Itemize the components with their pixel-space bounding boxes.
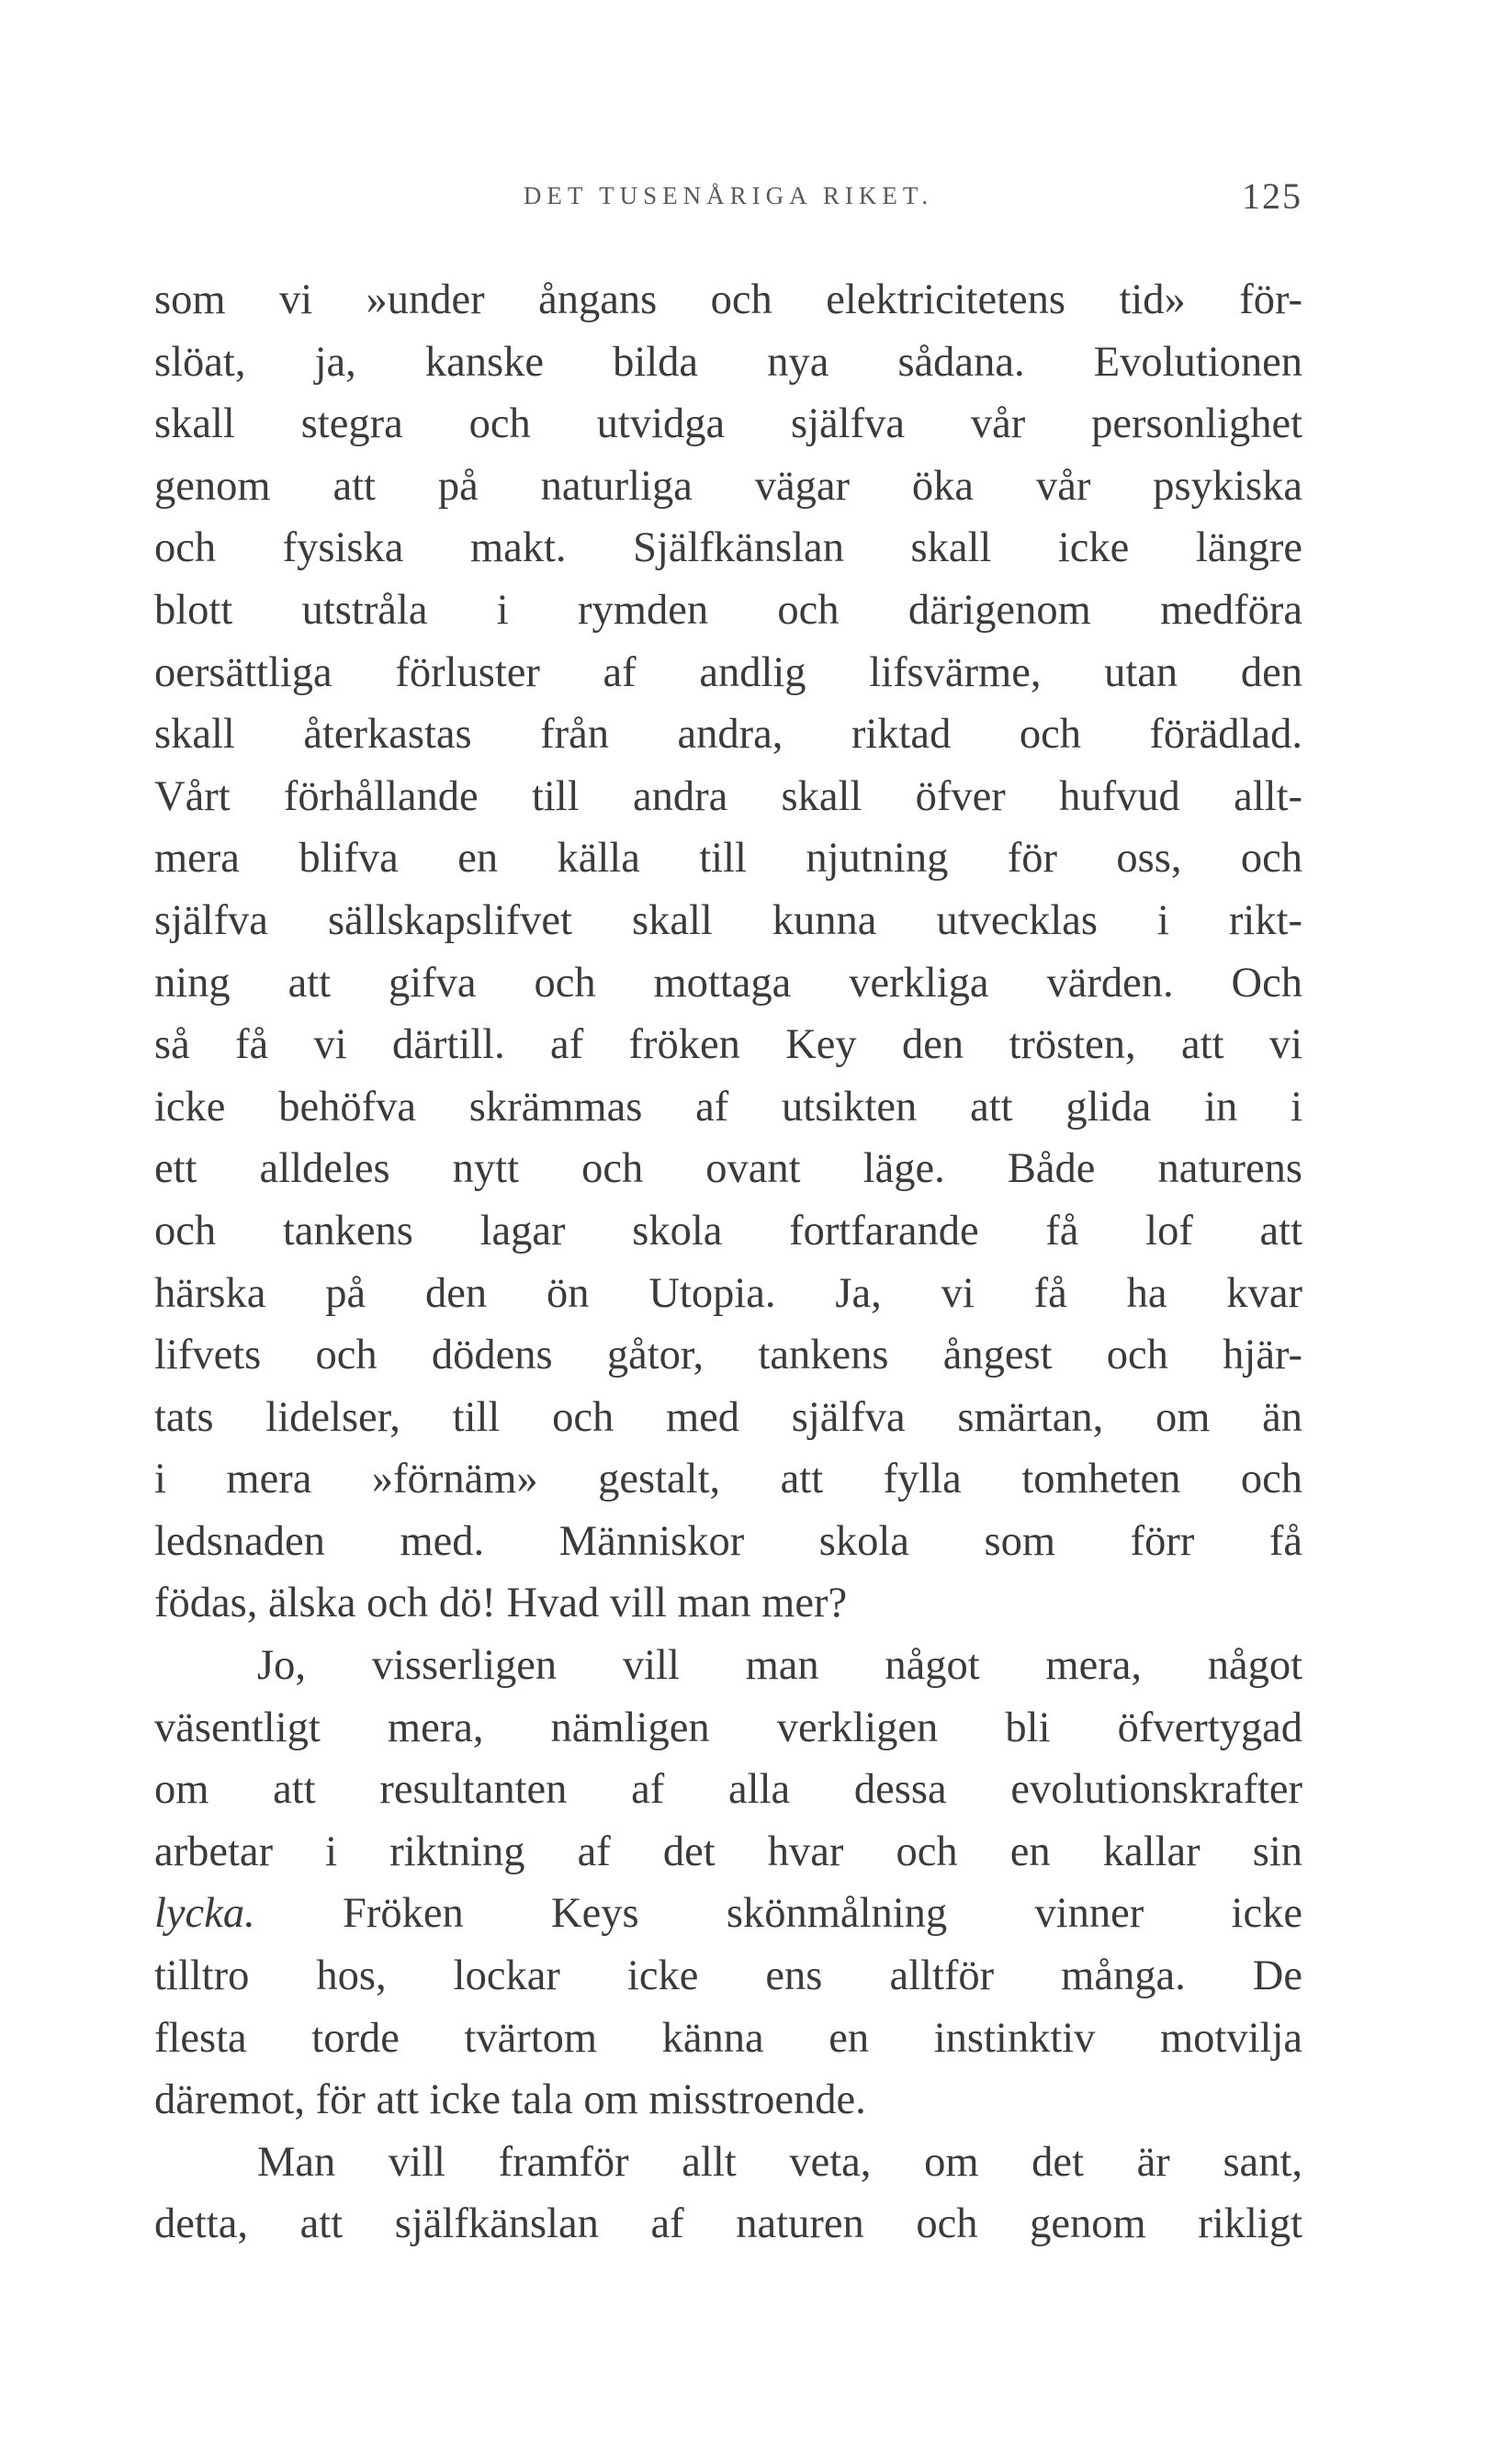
text-line: skall stegra och utvidga själfva vår personlighet xyxy=(154,400,1302,448)
text-line: och tankens lagar skola fortfarande få lof att xyxy=(154,1207,1302,1255)
text-line: födas, älska och dö! Hvad vill man mer? xyxy=(154,1580,848,1627)
text-line: själfva sällskapslifvet skall kunna utvecklas i rikt- xyxy=(154,896,1302,944)
text-line: blott utstråla i rymden och därigenom medföra xyxy=(154,586,1302,634)
text-line: detta, att själfkänslan af naturen och genom rikligt xyxy=(154,2200,1302,2248)
text-line: genom att på naturliga vägar öka vår psykiska xyxy=(154,462,1302,510)
text-line: och fysiska makt. Själfkänslan skall icke längre xyxy=(154,524,1302,572)
emphasis-word: lycka. xyxy=(154,1890,255,1938)
text-line: lifvets och dödens gåtor, tankens ångest och hjär- xyxy=(154,1332,1302,1379)
text-line: härska på den ön Utopia. Ja, vi få ha kvar xyxy=(154,1269,1302,1317)
text-line: icke behöfva skrämmas af utsikten att glida in i xyxy=(154,1083,1302,1131)
text-line: skall återkastas från andra, riktad och förädlad. xyxy=(154,711,1302,759)
text-line: mera blifva en källa till njutning för oss, och xyxy=(154,835,1302,883)
text-line: flesta torde tvärtom känna en instinktiv motvilja xyxy=(154,2014,1302,2062)
text-line: ledsnaden med. Människor skola som förr få xyxy=(154,1517,1302,1565)
text-line: ett alldeles nytt och ovant läge. Både naturens xyxy=(154,1145,1302,1193)
page-number: 125 xyxy=(1242,175,1302,217)
body-text xyxy=(154,269,1302,2256)
text-line: så få vi därtill. af fröken Key den trösten, att vi xyxy=(154,1021,1302,1069)
text-line: däremot, för att icke tala om misstroende. xyxy=(154,2076,866,2124)
text-line: lycka. Fröken Keys skönmålning vinner icke xyxy=(154,1890,1302,1938)
text-line: om att resultanten af alla dessa evolutionskrafter xyxy=(154,1766,1302,1814)
text-line: Jo, visserligen vill man något mera, något xyxy=(257,1642,1302,1690)
running-head xyxy=(154,174,1302,220)
text-line: ning att gifva och mottaga verkliga värden. Och xyxy=(154,959,1302,1007)
text-line: väsentligt mera, nämligen verkligen bli öfvertygad xyxy=(154,1704,1302,1751)
text-line: tilltro hos, lockar icke ens alltför många. De xyxy=(154,1952,1302,2000)
text-line: arbetar i riktning af det hvar och en kallar sin xyxy=(154,1828,1302,1875)
running-title: DET TUSENÅRIGA RIKET. xyxy=(523,182,934,209)
text-line: som vi »under ångans och elektricitetens tid» för- xyxy=(154,276,1302,323)
text-line: Vårt förhållande till andra skall öfver hufvud allt- xyxy=(154,772,1302,820)
text-line: tats lidelser, till och med själfva smärtan, om än xyxy=(154,1393,1302,1441)
text-line: oersättliga förluster af andlig lifsvärme, utan den xyxy=(154,648,1302,696)
text-line: i mera »förnäm» gestalt, att fylla tomheten och xyxy=(154,1456,1302,1503)
text-line: Man vill framför allt veta, om det är sant, xyxy=(257,2138,1302,2186)
text-line: slöat, ja, kanske bilda nya sådana. Evolutionen xyxy=(154,338,1302,386)
